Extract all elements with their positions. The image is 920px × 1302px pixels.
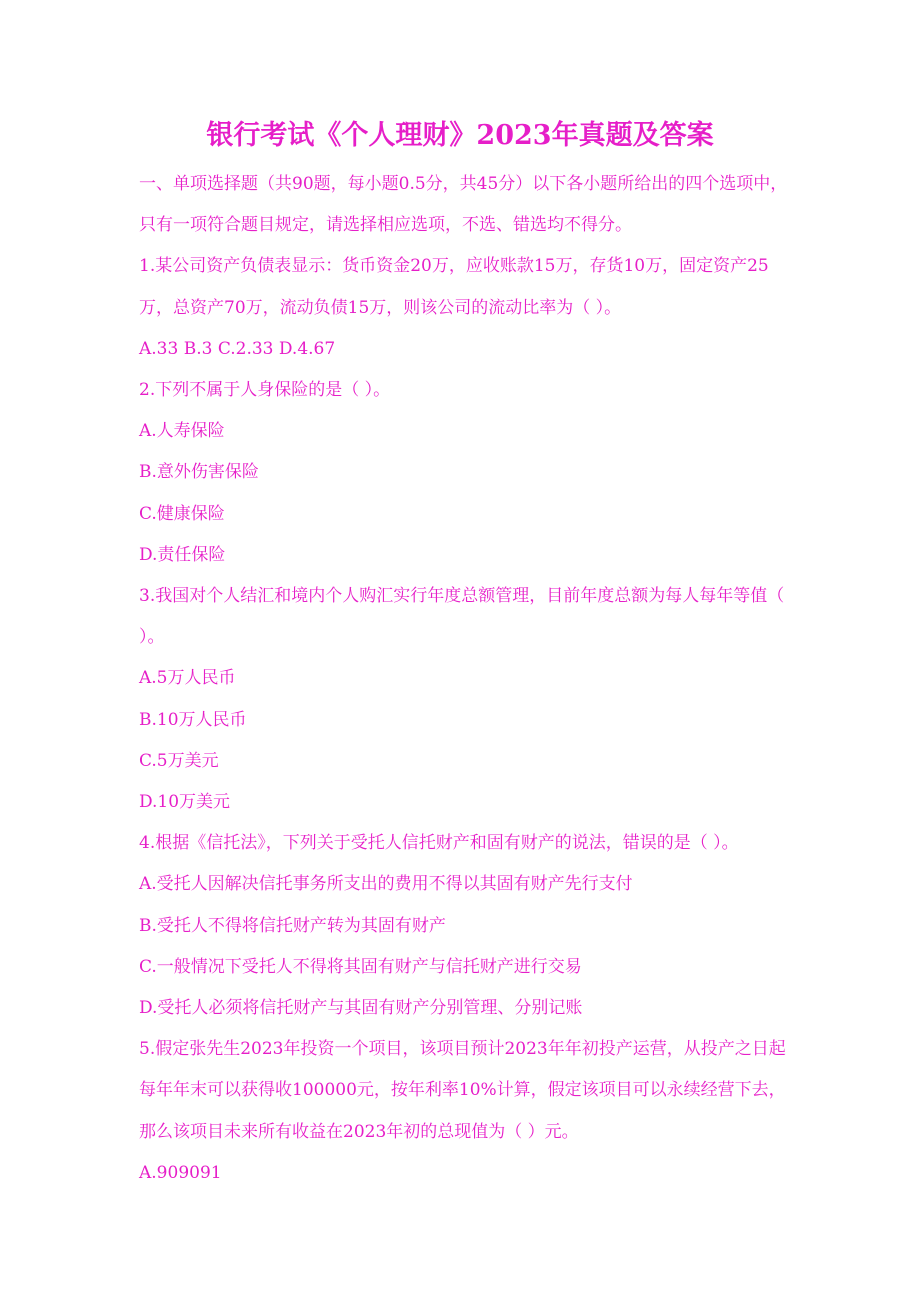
question-4-option-a: A.受托人因解决信托事务所支出的费用不得以其固有财产先行支付 — [139, 874, 633, 895]
document-title: 银行考试《个人理财》2023年真题及答案 — [206, 120, 714, 151]
question-2: 2.下列不属于人身保险的是（ ）。 — [139, 380, 391, 401]
question-2-option-d: D.责任保险 — [139, 544, 226, 565]
question-3-option-c: C.5万美元 — [139, 750, 219, 771]
question-1-options: A.33 B.3 C.2.33 D.4.67 — [139, 338, 336, 359]
section-intro: 一、单项选择题（共90题，每小题0.5分，共45分）以下各小题所给出的四个选项中，只有一项符合题目规定，请选择相应选项，不选、错选均不得分。 — [139, 174, 788, 236]
question-5-option-a: A.909091 — [139, 1162, 222, 1183]
question-4-option-b: B.受托人不得将信托财产转为其固有财产 — [139, 915, 446, 936]
question-4: 4.根据《信托法》，下列关于受托人信托财产和固有财产的说法，错误的是（ ）。 — [139, 833, 739, 854]
question-1: 1.某公司资产负债表显示：货币资金20万，应收账款15万，存货10万，固定资产25万，总资产70万，流动负债15万，则该公司的流动比率为（ ）。 — [139, 256, 769, 318]
question-2-option-c: C.健康保险 — [139, 503, 225, 524]
question-3-option-a: A.5万人民币 — [139, 668, 236, 689]
question-4-option-c: C.一般情况下受托人不得将其固有财产与信托财产进行交易 — [139, 956, 582, 977]
question-3: 3.我国对个人结汇和境内个人购汇实行年度总额管理，目前年度总额为每人每年等值（ ）。 — [139, 586, 785, 648]
question-3-option-b: B.10万人民币 — [139, 709, 247, 730]
question-2-option-b: B.意外伤害保险 — [139, 462, 259, 483]
question-2-option-a: A.人寿保险 — [139, 421, 225, 442]
document-body — [139, 164, 799, 1194]
question-3-option-d: D.10万美元 — [139, 792, 231, 813]
question-4-option-d: D.受托人必须将信托财产与其固有财产分别管理、分别记账 — [139, 998, 583, 1019]
question-5: 5.假定张先生2023年投资一个项目，该项目预计2023年年初投产运营，从投产之日起每年年末可以获得收100000元，按年利率10%计算，假定该项目可以永续经营下去，那么该项目未来所有收益在2023年初的总现值为（ ）元。 — [139, 1039, 786, 1142]
